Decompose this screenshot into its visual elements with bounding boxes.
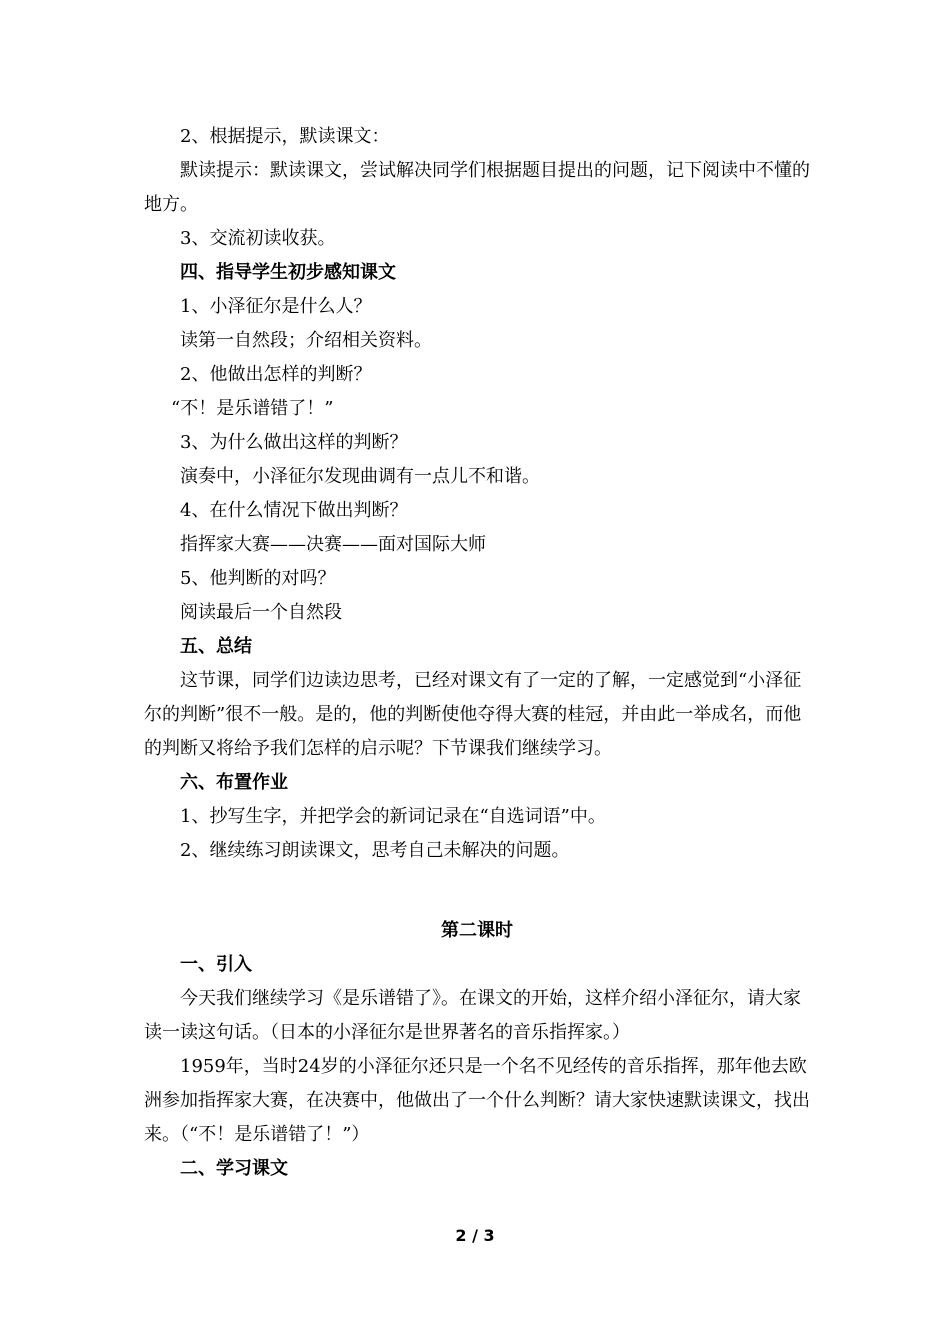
paragraph: 这节课，同学们边读边思考，已经对课文有了一定的了解，一定感觉到“小泽征尔的判断”很不一般。是的，他的判断使他夺得大赛的桂冠，并由此一举成名，而他的判断又将给予我们怎样的启示呢？下节课我们继续学习。	[144, 670, 802, 759]
section-heading: 四、指导学生初步感知课文	[180, 262, 396, 283]
paragraph: 2、根据提示，默读课文：	[180, 126, 390, 147]
quote-paragraph: “不！是乐谱错了！”	[171, 398, 334, 419]
paragraph: 读第一自然段；介绍相关资料。	[180, 330, 432, 351]
document-body	[144, 120, 810, 1186]
paragraph: 指挥家大赛——决赛——面对国际大师	[180, 534, 486, 555]
paragraph: 1、小泽征尔是什么人？	[180, 296, 372, 317]
lesson-title: 第二课时	[441, 920, 513, 941]
paragraph: 3、为什么做出这样的判断？	[180, 432, 408, 453]
page-number: 2 / 3	[455, 1226, 495, 1245]
paragraph: 阅读最后一个自然段	[180, 602, 342, 623]
paragraph: 演奏中，小泽征尔发现曲调有一点儿不和谐。	[180, 466, 540, 487]
paragraph: 1、抄写生字，并把学会的新词记录在“自选词语”中。	[180, 806, 606, 827]
paragraph: 1959年，当时24岁的小泽征尔还只是一个名不见经传的音乐指挥，那年他去欧洲参加指挥家大赛，在决赛中，他做出了一个什么判断？请大家快速默读课文，找出来。（“不！是乐谱错了！”）	[144, 1056, 810, 1145]
section-heading: 六、布置作业	[180, 772, 288, 793]
section-heading: 五、总结	[180, 636, 252, 657]
paragraph: 4、在什么情况下做出判断？	[180, 500, 408, 521]
section-heading: 一、引入	[180, 954, 252, 975]
spacer	[144, 868, 810, 902]
paragraph: 今天我们继续学习《是乐谱错了》。在课文的开始，这样介绍小泽征尔，请大家读一读这句话。（日本的小泽征尔是世界著名的音乐指挥家。）	[144, 988, 801, 1043]
paragraph: 5、他判断的对吗？	[180, 568, 336, 589]
section-heading: 二、学习课文	[180, 1158, 288, 1179]
spacer	[144, 902, 810, 914]
paragraph: 2、他做出怎样的判断？	[180, 364, 372, 385]
paragraph: 默读提示：默读课文，尝试解决同学们根据题目提出的问题，记下阅读中不懂的地方。	[144, 160, 810, 215]
paragraph: 2、继续练习朗读课文，思考自己未解决的问题。	[180, 840, 570, 861]
paragraph: 3、交流初读收获。	[180, 228, 336, 249]
